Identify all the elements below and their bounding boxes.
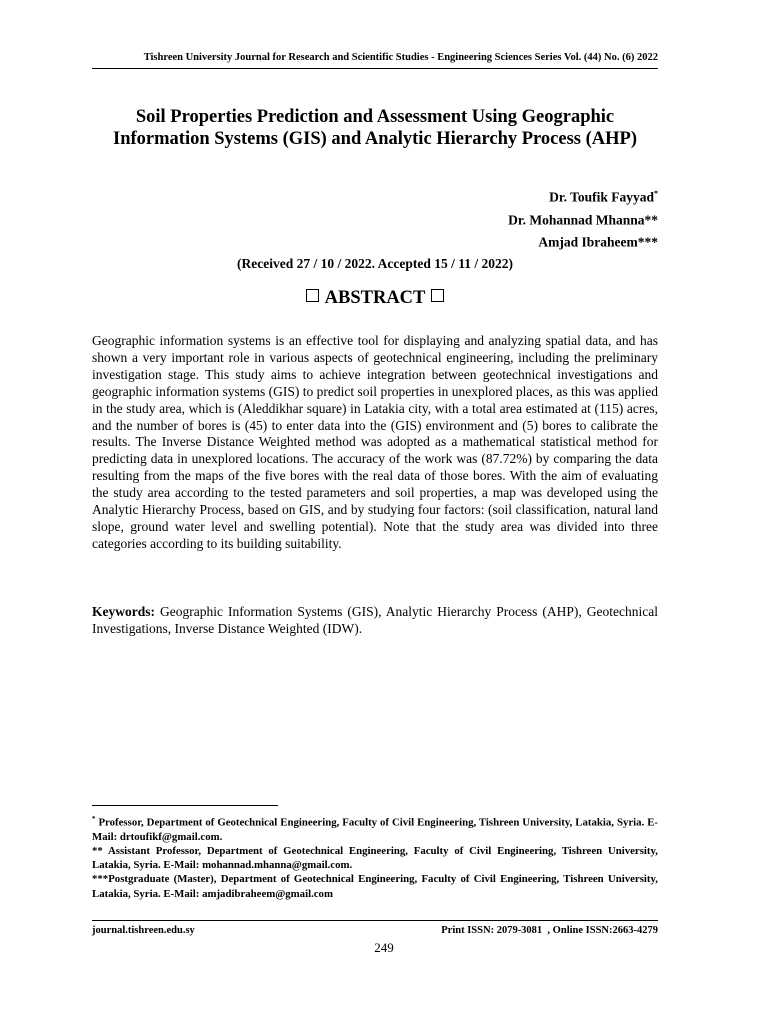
header-divider [92, 68, 658, 69]
journal-volume: Vol. (44) No. (6) 2022 [563, 52, 658, 63]
received-dates: (Received 27 / 10 / 2022. Accepted 15 / 11 / 2022) [237, 256, 513, 271]
author-list [508, 184, 658, 252]
author-3: Amjad Ibraheem*** [538, 234, 658, 250]
footnotes [92, 812, 658, 901]
issn-info: Print ISSN: 2079-3081 , Online ISSN:2663-4279 [441, 925, 658, 936]
footer-divider [92, 920, 658, 921]
running-header [92, 52, 658, 63]
abstract-heading: ABSTRACT [92, 288, 658, 309]
author-2: Dr. Mohannad Mhanna** [508, 212, 658, 227]
footnote-2: ** Assistant Professor, Department of Geotechnical Engineering, Faculty of Civil Engineering, Tishreen University, Latakia, Syria. E-Mail: mohannad.mhanna@gmail.com. [92, 845, 658, 872]
paper-title: Soil Properties Prediction and Assessment Using Geographic Information Systems (GIS) and Analytic Hierarchy Process (AHP) [113, 107, 637, 149]
journal-website[interactable]: journal.tishreen.edu.sy [92, 925, 195, 936]
page-number: 249 [374, 940, 394, 955]
keywords-text: Geographic Information Systems (GIS), Analytic Hierarchy Process (AHP), Geotechnical Investigations, Inverse Distance Weighted (IDW). [92, 604, 658, 636]
journal-name: Tishreen University Journal for Research and Scientific Studies - Engineering Sciences Series [143, 52, 562, 63]
box-glyph-icon [431, 289, 444, 302]
box-glyph-icon [306, 289, 319, 302]
author-1: Dr. Toufik Fayyad* [549, 189, 658, 205]
footnote-1: * Professor, Department of Geotechnical Engineering, Faculty of Civil Engineering, Tishreen University, Latakia, Syria. E-Mail: drtoufikf@gmail.com. [92, 815, 658, 843]
abstract-body: Geographic information systems is an effective tool for displaying and analyzing spatial data, and has shown a very important role in various aspects of geotechnical engineering, including the preliminary investigation stage. This study aims to achieve integration between geotechnical investigations and geographic information systems (GIS) to predict soil properties in unexplored places, as this was applied in the study area, which is (Aleddikhar square) in Latakia city, with a total area estimated at (115) acres, and the number of bores is (45) to enter data into the (GIS) environment and (5) bores to calibrate the results. The Inverse Distance Weighted method was adopted as a mathematical statistical method for predicting data in unexplored locations. The accuracy of the work was (87.72%) by comparing the data resulting from the maps of the five bores with the real data of those bores. With the aim of evaluating the study area according to the tested parameters and soil properties, a map was developed using the Analytic Hierarchy Process, based on GIS, and by studying four factors: (soil classification, natural land slope, ground water level and swelling potential). Note that the study area was divided into three categories according to its building suitability. [92, 333, 658, 551]
author-1-mark: * [654, 189, 658, 198]
keywords [92, 603, 658, 637]
footnote-3: ***Postgraduate (Master), Department of Geotechnical Engineering, Faculty of Civil Engineering, Tishreen University, Latakia, Syria. E-Mail: amjadibraheem@gmail.com [92, 873, 658, 900]
keywords-label: Keywords: [92, 604, 155, 619]
footnote-divider [92, 805, 278, 806]
